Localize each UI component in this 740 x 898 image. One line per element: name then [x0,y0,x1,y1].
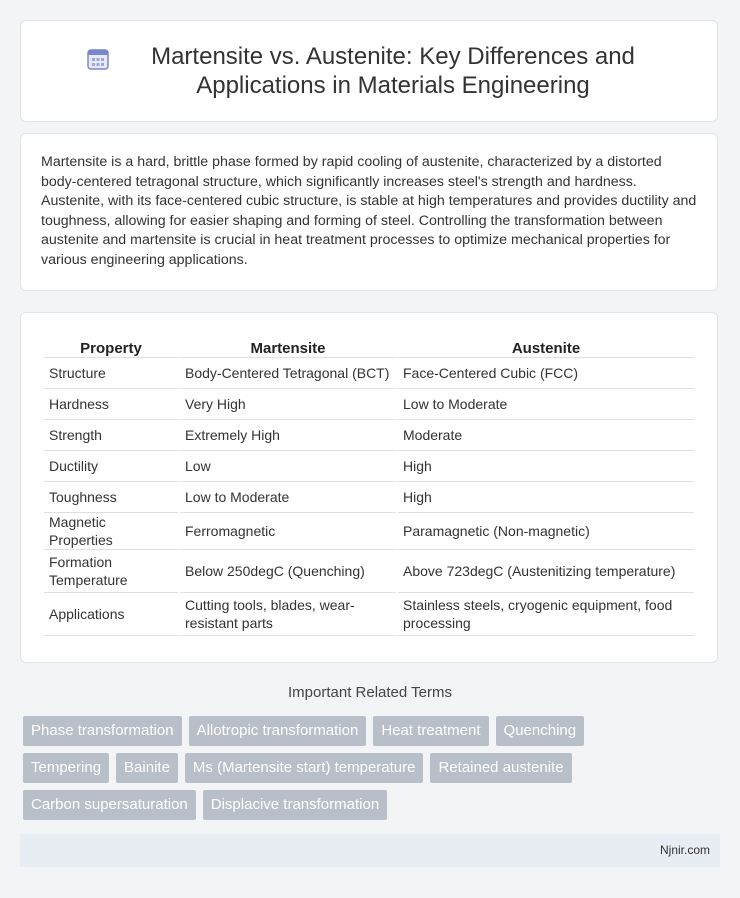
table-cell: Ductility [44,450,178,481]
header-martensite: Martensite [250,340,326,357]
tag-link[interactable]: Quenching [496,716,585,746]
tag-link[interactable]: Retained austenite [430,753,571,783]
table-row [44,512,694,549]
title-card [20,20,718,122]
table-cell: High [398,450,694,481]
table-header-row [44,333,694,357]
tag-link[interactable]: Allotropic transformation [189,716,367,746]
intro-card [20,133,718,291]
table-cell: Low to Moderate [180,481,396,512]
table-cell: Low [180,450,396,481]
table-cell: Hardness [44,388,178,419]
table-cell: Extremely High [180,419,396,450]
table-row [44,388,694,419]
footer [20,834,720,867]
tag-link[interactable]: Carbon supersaturation [23,790,196,820]
table-cell: Very High [180,388,396,419]
table-cell: Paramagnetic (Non-magnetic) [398,512,694,549]
tag-link[interactable]: Phase transformation [23,716,182,746]
table-card [20,312,718,663]
table-row [44,450,694,481]
table-cell: Face-Centered Cubic (FCC) [398,357,694,388]
table-cell: Ferromagnetic [180,512,396,549]
related-tags [23,716,723,827]
table-cell: Strength [44,419,178,450]
table-cell: Above 723degC (Austenitizing temperature) [398,549,694,592]
table-cell: High [398,481,694,512]
table-cell: Low to Moderate [398,388,694,419]
table-row [44,419,694,450]
table-cell: Moderate [398,419,694,450]
tag-link[interactable]: Displacive transformation [203,790,387,820]
header-property: Property [80,340,142,357]
table-cell: Cutting tools, blades, wear-resistant parts [180,592,396,636]
table-row [44,592,694,636]
tag-link[interactable]: Ms (Martensite start) temperature [185,753,424,783]
comparison-table [42,333,696,636]
tag-link[interactable]: Tempering [23,753,109,783]
table-row [44,481,694,512]
related-terms-title: Important Related Terms [288,684,452,701]
table-cell: Applications [44,592,178,636]
table-row [44,549,694,592]
table-cell: Formation Temperature [44,549,178,592]
intro-text: Martensite is a hard, brittle phase formed by rapid cooling of austenite, characterized by a distorted body-centered tetragonal structure, which significantly increases steel's strength and hardness. Austenite, with its face-centered cubic structure, is stable at high temperatures and provides ductility and toughness, allowing for easier shaping and forming of steel. Controlling the transformation between austenite and martensite is crucial in heat treatment processes to optimize mechanical properties for various engineering applications. [41,154,697,268]
table-cell: Body-Centered Tetragonal (BCT) [180,357,396,388]
footer-site[interactable]: Njnir.com [659,843,710,857]
table-row [44,357,694,388]
page-title: Martensite vs. Austenite: Key Differences and Applications in Materials Engineering [151,43,635,99]
calendar-icon [85,46,111,72]
header-austenite: Austenite [511,340,581,357]
tag-link[interactable]: Heat treatment [373,716,488,746]
table-cell: Toughness [44,481,178,512]
table-cell: Below 250degC (Quenching) [180,549,396,592]
table-cell: Stainless steels, cryogenic equipment, food processing [398,592,694,636]
table-cell: Structure [44,357,178,388]
table-cell: Magnetic Properties [44,512,178,549]
tag-link[interactable]: Bainite [116,753,178,783]
